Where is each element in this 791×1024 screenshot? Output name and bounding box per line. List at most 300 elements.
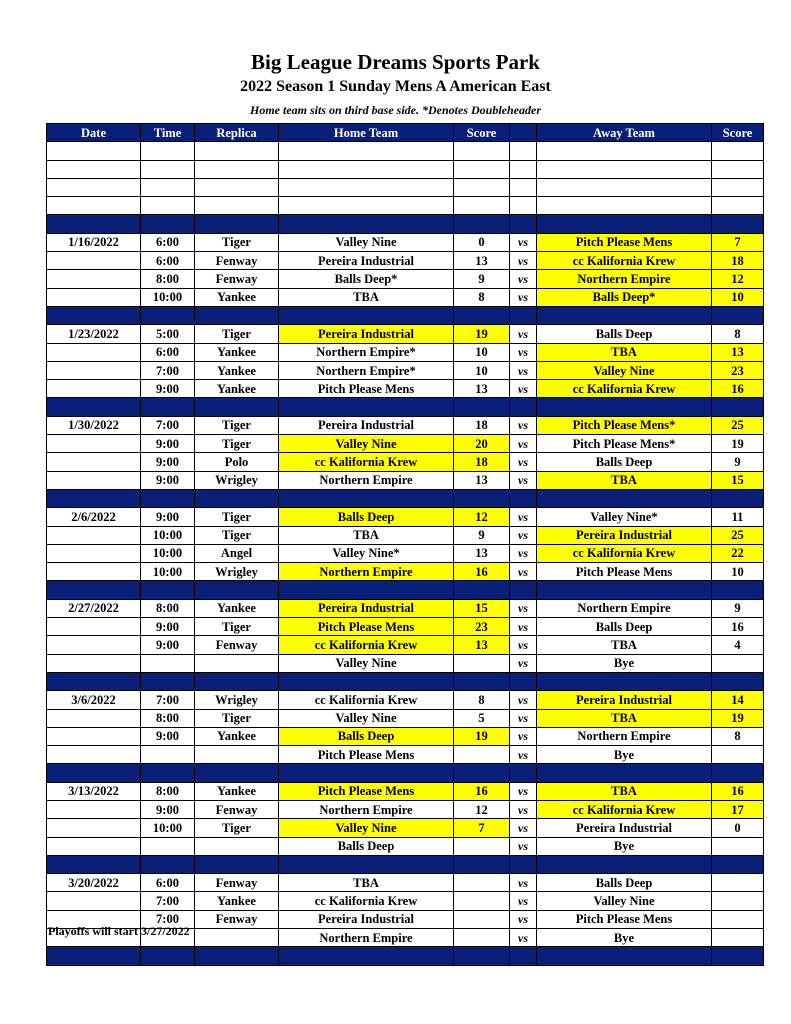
date-cell [47,800,141,818]
away-score-cell [712,910,764,928]
date-cell [47,142,141,160]
home-team-cell [279,581,454,599]
col-header-date: Date [47,124,141,142]
home-score-cell [454,672,510,690]
date-cell [47,819,141,837]
home-score-cell: 8 [454,288,510,306]
replica-cell [195,672,279,690]
date-cell: 1/30/2022 [47,416,141,434]
replica-cell: Fenway [195,270,279,288]
home-score-cell: 20 [454,435,510,453]
date-cell: 3/13/2022 [47,782,141,800]
replica-cell [195,837,279,855]
home-score-cell: 16 [454,782,510,800]
date-cell: 1/23/2022 [47,325,141,343]
home-team-cell: Northern Empire [279,800,454,818]
date-cell [47,837,141,855]
section-divider-row [47,398,764,416]
home-score-cell: 9 [454,526,510,544]
date-cell: 3/20/2022 [47,874,141,892]
time-cell [141,197,195,215]
date-cell [47,215,141,233]
away-team-cell: Balls Deep [537,325,712,343]
away-team-cell: Pitch Please Mens [537,563,712,581]
replica-cell: Fenway [195,800,279,818]
replica-cell: Yankee [195,599,279,617]
home-team-cell [279,947,454,965]
section-divider-row [47,581,764,599]
time-cell [141,142,195,160]
page-subtitle: 2022 Season 1 Sunday Mens A American East [240,78,551,95]
home-team-cell: Northern Empire [279,929,454,947]
away-score-cell [712,672,764,690]
col-header-away-score: Score [712,124,764,142]
replica-cell: Fenway [195,910,279,928]
away-team-cell: cc Kalifornia Krew [537,544,712,562]
time-cell [141,764,195,782]
away-team-cell [537,947,712,965]
vs-cell: vs [510,252,537,270]
replica-cell [195,142,279,160]
replica-cell: Yankee [195,727,279,745]
away-team-cell [537,142,712,160]
vs-cell: vs [510,435,537,453]
vs-cell [510,855,537,873]
date-cell [47,526,141,544]
blank-row [47,178,764,196]
replica-cell [195,489,279,507]
away-team-cell: Pereira Industrial [537,691,712,709]
replica-cell: Wrigley [195,563,279,581]
replica-cell: Fenway [195,636,279,654]
game-row [47,325,764,343]
away-score-cell: 11 [712,508,764,526]
game-row [47,508,764,526]
game-row [47,782,764,800]
home-team-cell: cc Kalifornia Krew [279,453,454,471]
date-cell [47,855,141,873]
game-row [47,343,764,361]
game-row [47,709,764,727]
game-row [47,892,764,910]
vs-cell: vs [510,343,537,361]
time-cell: 9:00 [141,453,195,471]
home-score-cell [454,874,510,892]
away-score-cell [712,178,764,196]
away-team-cell: Pereira Industrial [537,526,712,544]
away-team-cell: cc Kalifornia Krew [537,800,712,818]
home-score-cell [454,178,510,196]
time-cell: 6:00 [141,874,195,892]
replica-cell: Wrigley [195,691,279,709]
game-row [47,599,764,617]
home-team-cell: Valley Nine* [279,544,454,562]
replica-cell: Yankee [195,288,279,306]
date-cell [47,361,141,379]
game-row [47,526,764,544]
away-team-cell: Bye [537,746,712,764]
replica-cell [195,746,279,764]
home-team-cell [279,855,454,873]
vs-cell: vs [510,288,537,306]
away-score-cell: 15 [712,471,764,489]
home-score-cell: 12 [454,508,510,526]
date-cell [47,288,141,306]
home-score-cell: 18 [454,416,510,434]
away-team-cell: cc Kalifornia Krew [537,380,712,398]
vs-cell: vs [510,361,537,379]
section-divider-row [47,947,764,965]
away-team-cell: Bye [537,837,712,855]
away-score-cell: 23 [712,361,764,379]
game-row [47,361,764,379]
away-team-cell [537,178,712,196]
replica-cell: Tiger [195,233,279,251]
vs-cell: vs [510,453,537,471]
home-score-cell [454,929,510,947]
replica-cell [195,947,279,965]
time-cell: 10:00 [141,526,195,544]
away-team-cell: TBA [537,709,712,727]
away-team-cell: TBA [537,471,712,489]
vs-cell [510,947,537,965]
date-cell [47,435,141,453]
away-team-cell: TBA [537,782,712,800]
home-team-cell [279,160,454,178]
date-cell [47,252,141,270]
home-team-cell: TBA [279,288,454,306]
game-row [47,746,764,764]
away-score-cell: 9 [712,599,764,617]
home-team-cell: Balls Deep [279,508,454,526]
game-row [47,727,764,745]
vs-cell: vs [510,709,537,727]
date-cell [47,197,141,215]
home-score-cell: 7 [454,819,510,837]
game-row [47,544,764,562]
time-cell: 10:00 [141,544,195,562]
away-score-cell: 10 [712,288,764,306]
date-cell [47,453,141,471]
home-team-cell: Balls Deep* [279,270,454,288]
home-score-cell: 23 [454,618,510,636]
away-team-cell [537,160,712,178]
date-cell [47,636,141,654]
away-team-cell: Pitch Please Mens* [537,435,712,453]
away-score-cell: 22 [712,544,764,562]
home-team-cell: TBA [279,526,454,544]
vs-cell: vs [510,544,537,562]
away-score-cell [712,215,764,233]
replica-cell [195,215,279,233]
date-cell [47,398,141,416]
home-score-cell [454,837,510,855]
away-score-cell: 18 [712,252,764,270]
time-cell: 7:00 [141,691,195,709]
time-cell: 7:00 [141,910,195,928]
home-team-cell: Northern Empire [279,563,454,581]
home-score-cell [454,764,510,782]
away-team-cell [537,764,712,782]
date-cell [47,727,141,745]
replica-cell: Yankee [195,361,279,379]
home-team-cell: Pitch Please Mens [279,618,454,636]
time-cell: 7:00 [141,416,195,434]
time-cell [141,160,195,178]
vs-cell: vs [510,819,537,837]
away-team-cell [537,197,712,215]
away-team-cell: TBA [537,636,712,654]
game-row [47,471,764,489]
away-team-cell: Northern Empire [537,599,712,617]
game-row [47,270,764,288]
home-team-cell: cc Kalifornia Krew [279,636,454,654]
away-score-cell: 13 [712,343,764,361]
time-cell [141,215,195,233]
time-cell: 7:00 [141,892,195,910]
game-row [47,288,764,306]
replica-cell: Tiger [195,526,279,544]
replica-cell [195,581,279,599]
time-cell: 9:00 [141,727,195,745]
page-title: Big League Dreams Sports Park [251,50,540,74]
replica-cell [195,398,279,416]
time-cell: 9:00 [141,380,195,398]
replica-cell [195,929,279,947]
time-cell: 6:00 [141,343,195,361]
away-team-cell: TBA [537,343,712,361]
away-score-cell: 4 [712,636,764,654]
time-cell: 9:00 [141,636,195,654]
schedule-note: Home team sits on third base side. *Denotes Doubleheader [250,103,541,117]
vs-cell [510,160,537,178]
col-header-home-score: Score [454,124,510,142]
time-cell [141,306,195,324]
away-team-cell: Pitch Please Mens* [537,416,712,434]
game-row [47,654,764,672]
blank-row [47,160,764,178]
home-score-cell [454,489,510,507]
away-score-cell [712,746,764,764]
section-divider-row [47,489,764,507]
vs-cell: vs [510,380,537,398]
home-score-cell: 5 [454,709,510,727]
time-cell [141,947,195,965]
time-cell: 8:00 [141,709,195,727]
replica-cell [195,178,279,196]
game-row [47,416,764,434]
blank-row [47,142,764,160]
home-team-cell: Valley Nine [279,709,454,727]
away-team-cell: Balls Deep [537,874,712,892]
replica-cell [195,197,279,215]
home-team-cell: Northern Empire* [279,361,454,379]
away-score-cell: 16 [712,618,764,636]
vs-cell [510,398,537,416]
replica-cell: Tiger [195,416,279,434]
time-cell [141,398,195,416]
time-cell [141,489,195,507]
vs-cell [510,581,537,599]
vs-cell: vs [510,471,537,489]
table-header-row [47,124,764,142]
time-cell [141,746,195,764]
home-score-cell [454,306,510,324]
replica-cell [195,160,279,178]
away-team-cell: cc Kalifornia Krew [537,252,712,270]
col-header-home-team: Home Team [279,124,454,142]
game-row [47,837,764,855]
home-team-cell: Valley Nine [279,435,454,453]
away-score-cell: 19 [712,435,764,453]
col-header-away-team: Away Team [537,124,712,142]
home-team-cell [279,764,454,782]
away-team-cell: Pitch Please Mens [537,910,712,928]
time-cell [141,654,195,672]
away-score-cell [712,947,764,965]
away-team-cell: Northern Empire [537,270,712,288]
away-team-cell: Valley Nine [537,361,712,379]
away-team-cell: Valley Nine [537,892,712,910]
away-team-cell: Balls Deep [537,618,712,636]
replica-cell: Tiger [195,325,279,343]
time-cell: 9:00 [141,618,195,636]
away-team-cell [537,215,712,233]
time-cell: 10:00 [141,563,195,581]
home-team-cell: TBA [279,874,454,892]
date-cell [47,618,141,636]
vs-cell: vs [510,691,537,709]
home-score-cell [454,215,510,233]
home-team-cell: Pereira Industrial [279,325,454,343]
away-score-cell [712,855,764,873]
home-team-cell: Pereira Industrial [279,599,454,617]
vs-cell [510,197,537,215]
replica-cell: Yankee [195,892,279,910]
date-cell [47,489,141,507]
home-score-cell: 0 [454,233,510,251]
home-score-cell [454,892,510,910]
away-score-cell [712,874,764,892]
replica-cell: Tiger [195,709,279,727]
vs-cell: vs [510,618,537,636]
vs-cell: vs [510,599,537,617]
away-team-cell [537,672,712,690]
date-cell [47,544,141,562]
away-score-cell [712,197,764,215]
away-score-cell [712,837,764,855]
home-score-cell [454,947,510,965]
home-score-cell [454,654,510,672]
game-row [47,618,764,636]
away-team-cell [537,855,712,873]
vs-cell: vs [510,654,537,672]
vs-cell [510,306,537,324]
game-row [47,380,764,398]
vs-cell: vs [510,270,537,288]
vs-cell: vs [510,837,537,855]
home-score-cell [454,398,510,416]
vs-cell: vs [510,325,537,343]
home-team-cell: Balls Deep [279,727,454,745]
home-team-cell [279,197,454,215]
away-team-cell: Pereira Industrial [537,819,712,837]
home-team-cell: Pereira Industrial [279,910,454,928]
replica-cell: Yankee [195,343,279,361]
section-divider-row [47,855,764,873]
replica-cell [195,855,279,873]
game-row [47,636,764,654]
away-team-cell: Bye [537,654,712,672]
vs-cell [510,764,537,782]
section-divider-row [47,764,764,782]
time-cell: 8:00 [141,782,195,800]
date-cell: 1/16/2022 [47,233,141,251]
home-team-cell: Northern Empire* [279,343,454,361]
date-cell [47,306,141,324]
home-score-cell [454,581,510,599]
vs-cell: vs [510,636,537,654]
away-team-cell: Bye [537,929,712,947]
date-cell [47,764,141,782]
home-team-cell: Balls Deep [279,837,454,855]
home-team-cell: Valley Nine [279,233,454,251]
time-cell: 6:00 [141,233,195,251]
away-score-cell: 25 [712,526,764,544]
home-score-cell [454,746,510,764]
home-team-cell [279,178,454,196]
game-row [47,800,764,818]
section-divider-row [47,672,764,690]
away-score-cell [712,892,764,910]
home-score-cell: 19 [454,325,510,343]
home-team-cell: cc Kalifornia Krew [279,691,454,709]
away-team-cell [537,581,712,599]
home-team-cell [279,672,454,690]
time-cell: 9:00 [141,471,195,489]
vs-cell [510,215,537,233]
away-team-cell: Balls Deep [537,453,712,471]
vs-cell: vs [510,508,537,526]
away-score-cell [712,398,764,416]
game-row [47,819,764,837]
home-score-cell: 16 [454,563,510,581]
date-cell [47,947,141,965]
home-score-cell: 10 [454,343,510,361]
home-team-cell [279,489,454,507]
away-team-cell: Pitch Please Mens [537,233,712,251]
home-score-cell [454,160,510,178]
vs-cell: vs [510,892,537,910]
home-score-cell: 13 [454,380,510,398]
home-team-cell: Pitch Please Mens [279,380,454,398]
away-score-cell: 8 [712,727,764,745]
replica-cell [195,306,279,324]
time-cell: 10:00 [141,819,195,837]
away-score-cell: 17 [712,800,764,818]
date-cell [47,563,141,581]
away-score-cell: 0 [712,819,764,837]
date-cell: 2/27/2022 [47,599,141,617]
home-team-cell: Pereira Industrial [279,416,454,434]
game-row [47,691,764,709]
home-score-cell: 12 [454,800,510,818]
away-team-cell [537,398,712,416]
replica-cell: Tiger [195,819,279,837]
time-cell [141,178,195,196]
vs-cell: vs [510,563,537,581]
home-team-cell: Pitch Please Mens [279,746,454,764]
